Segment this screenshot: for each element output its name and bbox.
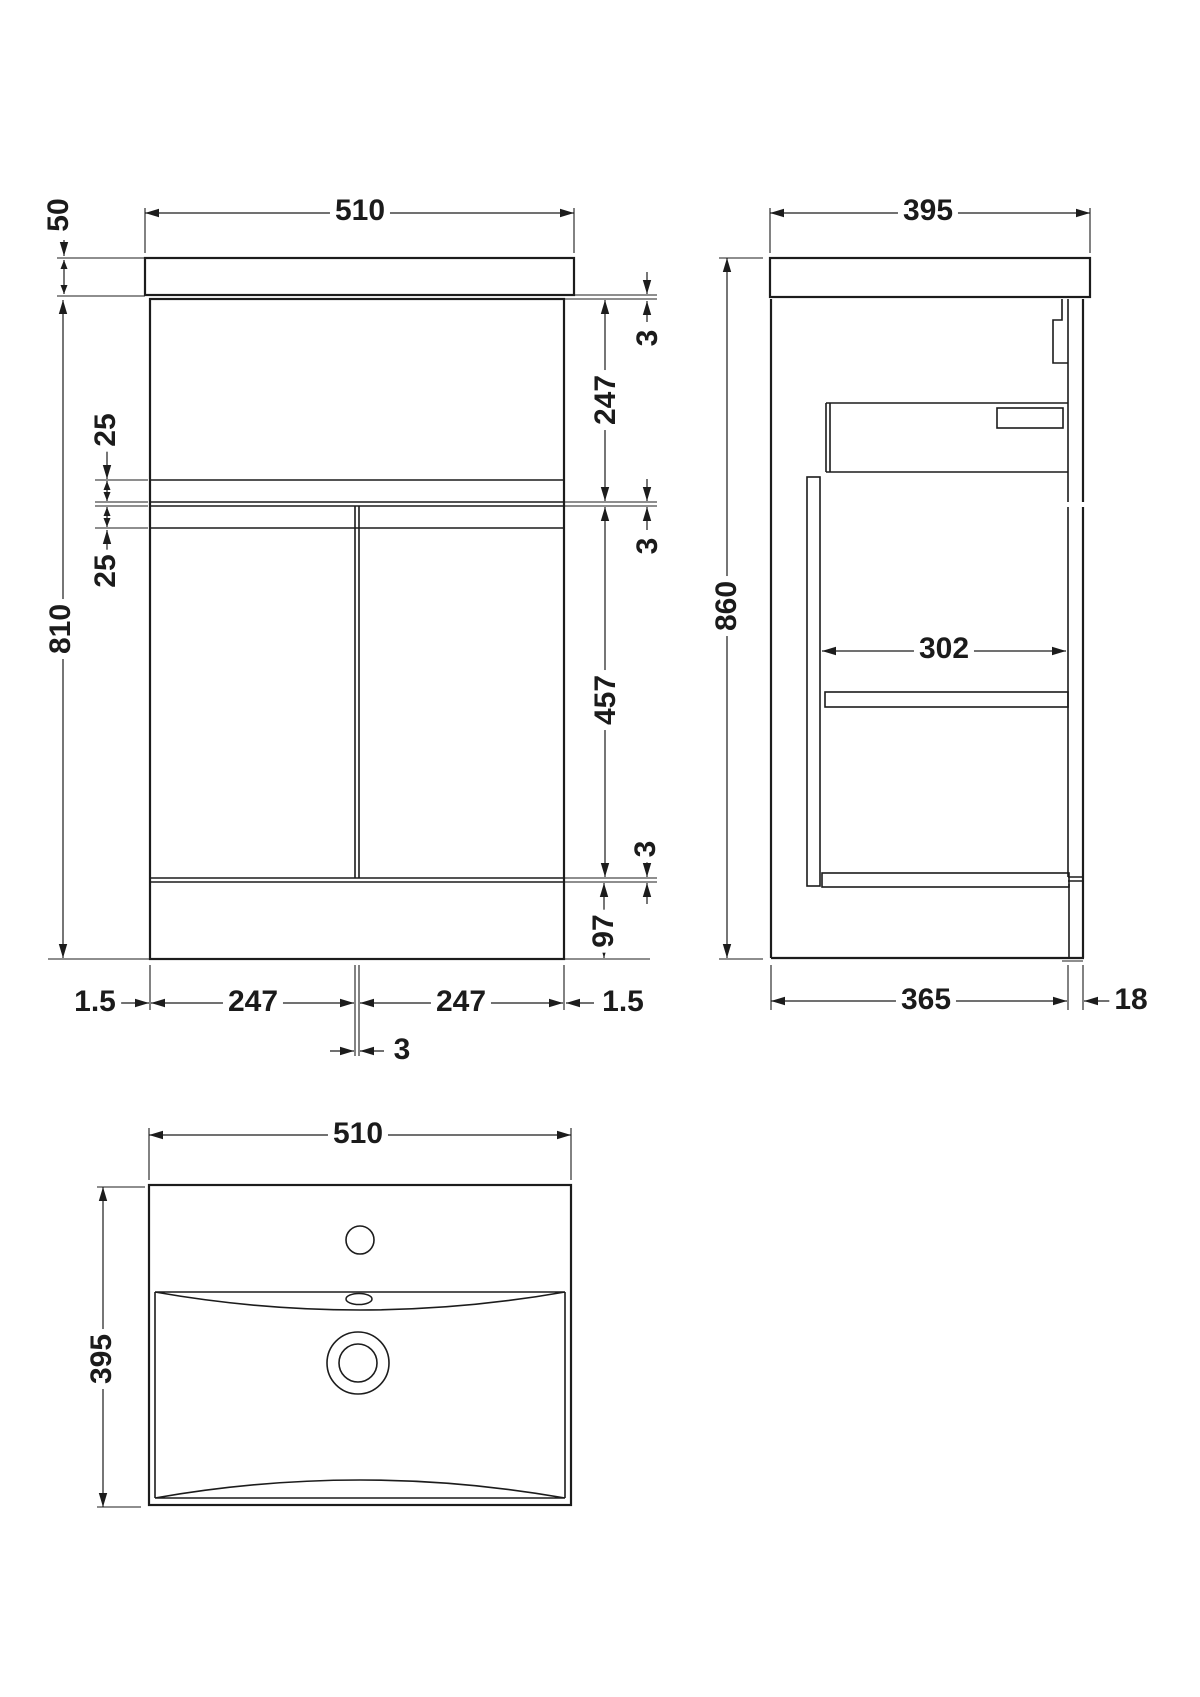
dim-front-mid-reveal: 3 — [633, 533, 663, 560]
front-extension-lines — [48, 208, 657, 1056]
dim-side-overall-depth: 395 — [898, 196, 958, 226]
dim-front-door-gap: 3 — [389, 1035, 416, 1065]
front-cabinet-outline — [150, 299, 564, 959]
plan-basin-outline — [149, 1185, 571, 1505]
front-panel-lines — [150, 480, 564, 882]
tap-hole-icon — [346, 1226, 374, 1254]
dim-front-left-door-width: 247 — [223, 987, 283, 1017]
dim-front-overall-width: 510 — [330, 196, 390, 226]
dim-front-right-reveal: 1.5 — [597, 987, 649, 1017]
side-extension-lines — [719, 208, 1090, 1010]
side-view — [719, 208, 1112, 1010]
dim-front-door-height: 457 — [591, 670, 621, 730]
dim-side-overall-height: 860 — [712, 576, 742, 636]
dim-side-cabinet-depth: 365 — [896, 985, 956, 1015]
dim-front-top-reveal: 3 — [633, 325, 663, 352]
dim-front-drawer-height: 247 — [591, 370, 621, 430]
front-basin-outline — [145, 258, 574, 295]
side-worktop-outline — [770, 258, 1090, 297]
overflow-slot-icon — [346, 1294, 372, 1305]
side-dimension-lines — [727, 213, 1112, 1001]
side-drawer-box — [826, 403, 1068, 472]
dim-front-drawer-shadow: 25 — [91, 408, 121, 451]
side-door-panel — [807, 477, 820, 886]
dim-front-left-reveal: 1.5 — [69, 987, 121, 1017]
side-shelf — [825, 692, 1068, 707]
dim-side-internal-depth: 302 — [914, 634, 974, 664]
side-drawer-runner — [997, 408, 1063, 428]
dim-plan-basin-depth: 395 — [87, 1329, 117, 1389]
plan-basin-bowl — [155, 1292, 565, 1498]
dim-front-cabinet-height: 810 — [46, 599, 76, 659]
waste-inner-icon — [339, 1344, 377, 1382]
dim-front-bottom-reveal: 3 — [631, 836, 661, 863]
plan-dimension-lines — [103, 1135, 571, 1507]
side-back-panel — [1053, 299, 1083, 958]
waste-outer-icon — [327, 1332, 389, 1394]
dim-front-basin-height: 50 — [44, 193, 74, 236]
plan-view — [97, 1128, 571, 1507]
dim-plan-basin-width: 510 — [328, 1119, 388, 1149]
front-view — [48, 208, 657, 1056]
dim-front-right-door-width: 247 — [431, 987, 491, 1017]
dim-front-plinth-height: 97 — [589, 909, 619, 952]
side-bottom-panel — [822, 873, 1069, 887]
dim-side-back-gap: 18 — [1109, 985, 1152, 1015]
dim-front-door-shadow: 25 — [91, 549, 121, 592]
